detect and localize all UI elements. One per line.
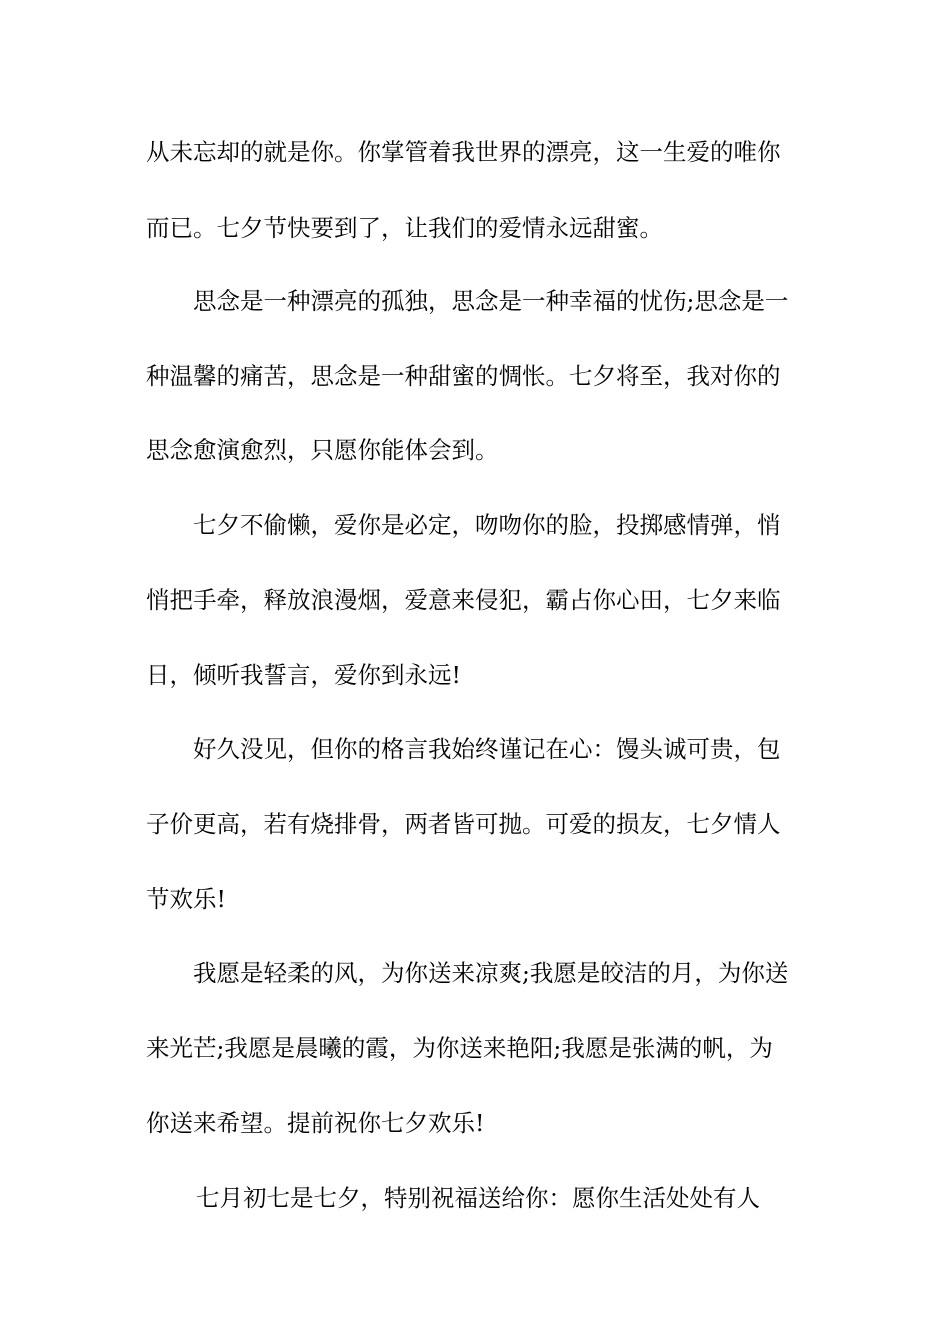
paragraph-5-line-2: 来光芒;我愿是晨曦的霞，为你送来艳阳;我愿是张满的帆，为 xyxy=(146,1034,773,1062)
paragraph-4-line-3: 节欢乐! xyxy=(146,885,226,913)
paragraph-5-line-1: 我愿是轻柔的风，为你送来凉爽;我愿是皎洁的月，为你送 xyxy=(193,959,789,987)
paragraph-3-line-2: 悄把手牵，释放浪漫烟，爱意来侵犯，霸占你心田，七夕来临 xyxy=(146,586,781,614)
paragraph-6-line-1: 七月初七是七夕，特别祝福送给你：愿你生活处处有人 xyxy=(196,1184,760,1212)
paragraph-1-line-2: 而已。七夕节快要到了，让我们的爱情永远甜蜜。 xyxy=(146,214,663,242)
paragraph-1-line-1: 从未忘却的就是你。你掌管着我世界的漂亮，这一生爱的唯你 xyxy=(146,138,781,166)
paragraph-2-line-3: 思念愈演愈烈，只愿你能体会到。 xyxy=(146,436,499,464)
paragraph-2-line-2: 种温馨的痛苦，思念是一种甜蜜的惆怅。七夕将至，我对你的 xyxy=(146,362,781,390)
paragraph-5-line-3: 你送来希望。提前祝你七夕欢乐! xyxy=(146,1109,485,1137)
paragraph-3-line-1: 七夕不偷懒，爱你是必定，吻吻你的脸，投掷感情弹，悄 xyxy=(193,511,781,539)
paragraph-4-line-2: 子价更高，若有烧排骨，两者皆可抛。可爱的损友，七夕情人 xyxy=(146,810,781,838)
paragraph-2-line-1: 思念是一种漂亮的孤独，思念是一种幸福的忧伤;思念是一 xyxy=(193,287,789,315)
paragraph-3-line-3: 日，倾听我誓言，爱你到永远! xyxy=(146,661,461,689)
paragraph-4-line-1: 好久没见，但你的格言我始终谨记在心：馒头诚可贵，包 xyxy=(193,735,781,763)
